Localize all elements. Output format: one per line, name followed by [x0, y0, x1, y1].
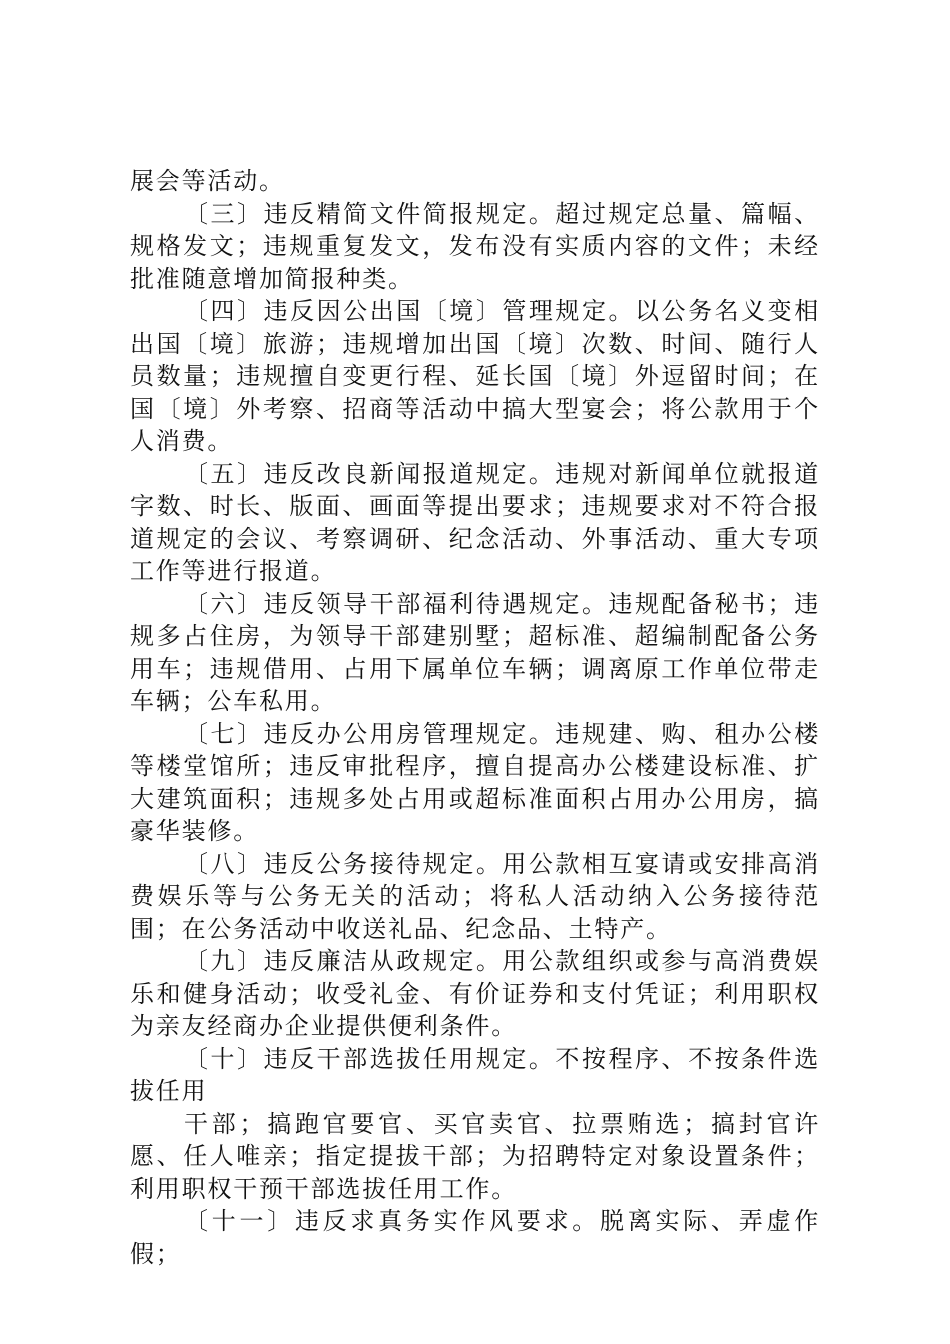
- paragraph-item-4: 〔四〕违反因公出国〔境〕管理规定。以公务名义变相出国〔境〕旅游；违规增加出国〔境〕次数、时间、随行人员数量；违规擅自变更行程、延长国〔境〕外逗留时间；在国〔境〕外考察、招商等活动中搞大型宴会；将公款用于个人消费。: [130, 297, 820, 455]
- paragraph-item-10-continued: 干部；搞跑官要官、买官卖官、拉票贿选；搞封官许愿、任人唯亲；指定提拔干部；为招聘特定对象设置条件；利用职权干预干部选拔任用工作。: [130, 1109, 820, 1203]
- paragraph-item-11: 〔十一〕违反求真务实作风要求。脱离实际、弄虚作假；: [130, 1207, 820, 1268]
- paragraph-item-7: 〔七〕违反办公用房管理规定。违规建、购、租办公楼等楼堂馆所；违反审批程序，擅自提高办公楼建设标准、扩大建筑面积；违规多处占用或超标准面积占用办公用房，搞豪华装修。: [130, 719, 820, 845]
- paragraph-continuation: 展会等活动。: [130, 167, 285, 195]
- paragraph-item-9: 〔九〕违反廉洁从政规定。用公款组织或参与高消费娱乐和健身活动；收受礼金、有价证券和支付凭证；利用职权为亲友经商办企业提供便利条件。: [130, 947, 820, 1040]
- document-body: [130, 165, 820, 1270]
- paragraph-item-5: 〔五〕违反改良新闻报道规定。违规对新闻单位就报道字数、时长、版面、画面等提出要求；违规要求对不符合报道规定的会议、考察调研、纪念活动、外事活动、重大专项工作等进行报道。: [130, 459, 820, 585]
- paragraph-item-3: 〔三〕违反精简文件简报规定。超过规定总量、篇幅、规格发文；违规重复发文，发布没有实质内容的文件；未经批准随意增加简报种类。: [130, 199, 820, 293]
- paragraph-item-10: 〔十〕违反干部选拔任用规定。不按程序、不按条件选拔任用: [130, 1044, 820, 1105]
- paragraph-item-6: 〔六〕违反领导干部福利待遇规定。违规配备秘书；违规多占住房，为领导干部建别墅；超标准、超编制配备公务用车；违规借用、占用下属单位车辆；调离原工作单位带走车辆；公车私用。: [130, 589, 820, 715]
- paragraph-item-8: 〔八〕违反公务接待规定。用公款相互宴请或安排高消费娱乐等与公务无关的活动；将私人活动纳入公务接待范围；在公务活动中收送礼品、纪念品、土特产。: [130, 849, 820, 943]
